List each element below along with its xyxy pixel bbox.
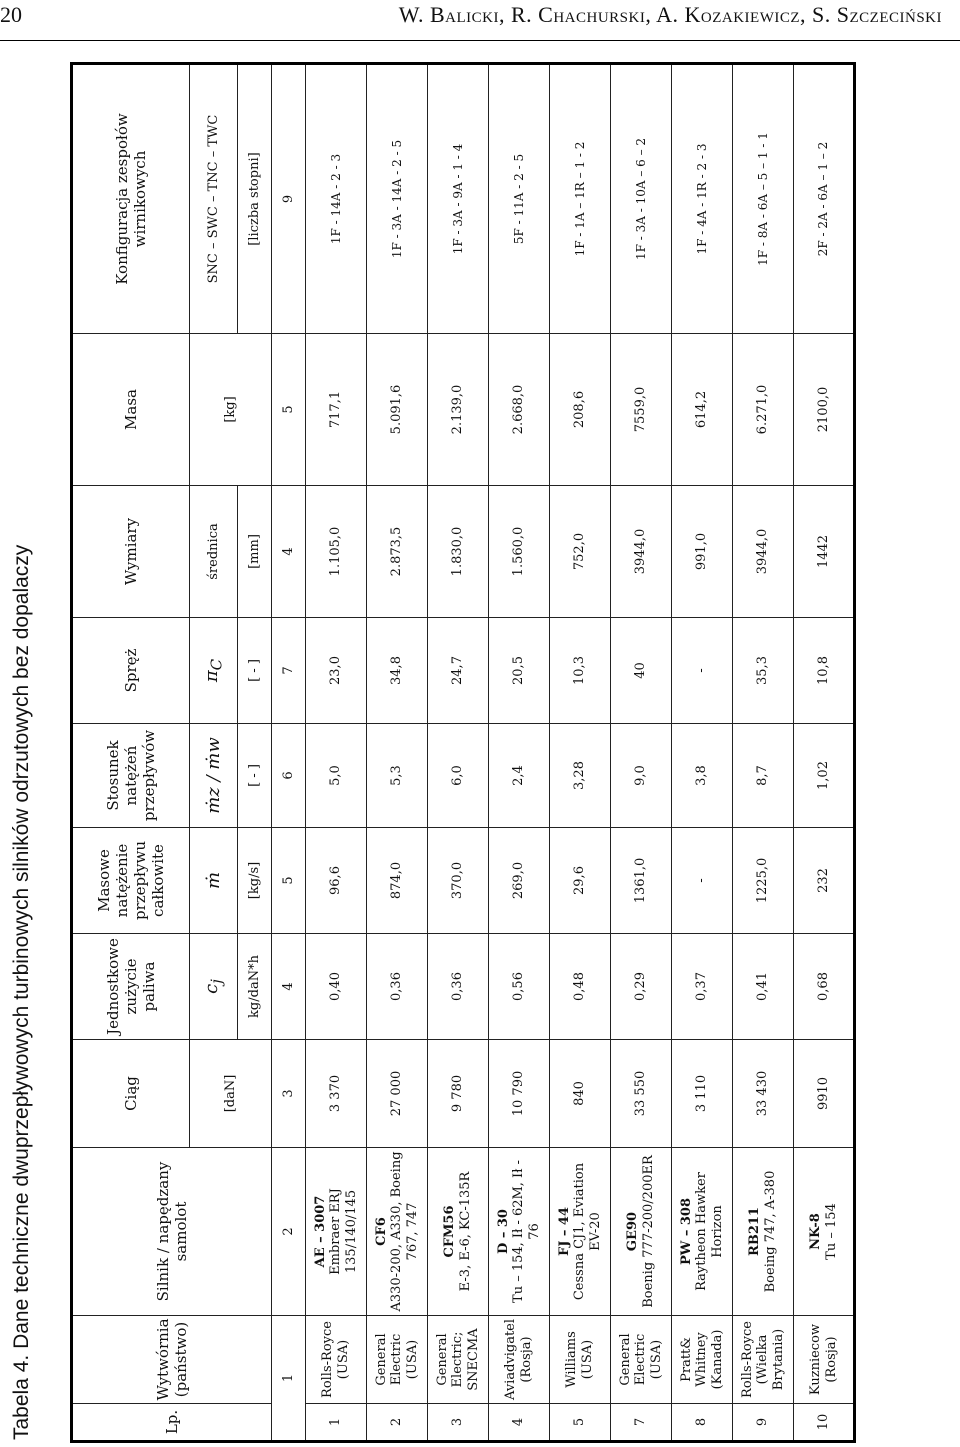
- cell-config: 2F - 2A - 6A – 1 – 2: [794, 64, 855, 334]
- header-manufacturer: Wytwórnia (państwo): [72, 1316, 272, 1404]
- cell-diameter: 1.105,0: [306, 486, 367, 618]
- engine-name: GE90: [625, 1211, 641, 1252]
- cell-manufacturer: General Electric (USA): [367, 1316, 428, 1404]
- cell-thrust: 9 780: [428, 1040, 489, 1148]
- table-body: [306, 64, 855, 1442]
- cell-manufacturer: Kuzniecow (Rosja): [794, 1316, 855, 1404]
- table-row: [428, 64, 489, 1442]
- cell-sfc: 0,36: [367, 934, 428, 1040]
- cell-manufacturer: General Electric; SNECMA: [428, 1316, 489, 1404]
- cell-thrust: 9910: [794, 1040, 855, 1148]
- cell-opr: -: [672, 618, 733, 724]
- engine-name: NK-8: [807, 1213, 823, 1250]
- column-number: 2: [272, 1148, 306, 1316]
- cell-bpr: 1,02: [794, 724, 855, 828]
- table-row: [367, 64, 428, 1442]
- header-mass: Masa: [72, 334, 190, 486]
- header-sfc: Jednostkowe zużycie paliwa: [72, 934, 190, 1040]
- symbol-bpr: ṁz / ṁw: [190, 724, 238, 828]
- cell-lp: 10: [794, 1404, 855, 1442]
- aircraft-name: Embraer ERJ 135/140/145: [328, 1188, 359, 1275]
- cell-opr: 20,5: [489, 618, 550, 724]
- cell-diameter: 991,0: [672, 486, 733, 618]
- header-opr: Spręż: [72, 618, 190, 724]
- cell-config: 1F - 14A - 2 - 3: [306, 64, 367, 334]
- cell-lp: 7: [611, 1404, 672, 1442]
- table-row: [733, 64, 794, 1442]
- cell-sfc: 0,41: [733, 934, 794, 1040]
- cell-lp: 9: [733, 1404, 794, 1442]
- column-number: 4: [272, 934, 306, 1040]
- header-config: Konfiguracja zespołów wirnikowych: [72, 64, 190, 334]
- column-number: 3: [272, 1040, 306, 1148]
- header-lp: Lp.: [72, 1404, 272, 1442]
- table-row: [672, 64, 733, 1442]
- table-container: [70, 65, 855, 1443]
- cell-opr: 35,3: [733, 618, 794, 724]
- cell-lp: 4: [489, 1404, 550, 1442]
- cell-mass: 717,1: [306, 334, 367, 486]
- table-caption: Tabela 4. Dane techniczne dwuprzepływowych turbinowych silników odrzutowych bez dopalaczy: [10, 544, 33, 1440]
- cell-engine: [428, 1148, 489, 1316]
- cell-bpr: 2,4: [489, 724, 550, 828]
- cell-opr: 24,7: [428, 618, 489, 724]
- cell-opr: 10,3: [550, 618, 611, 724]
- cell-lp: 1: [306, 1404, 367, 1442]
- unit-thrust: [daN]: [190, 1040, 272, 1148]
- header-engine: Silnik / napędzany samolot: [72, 1148, 272, 1316]
- table-row: [611, 64, 672, 1442]
- engine-name: FJ – 44: [556, 1206, 572, 1257]
- engine-name: RB211: [747, 1207, 763, 1256]
- column-number: 4: [272, 486, 306, 618]
- column-number: 7: [272, 618, 306, 724]
- cell-lp: 8: [672, 1404, 733, 1442]
- cell-massflow: 370,0: [428, 828, 489, 934]
- cell-massflow: 1225,0: [733, 828, 794, 934]
- engine-name: AE – 3007: [312, 1195, 328, 1268]
- cell-opr: 23,0: [306, 618, 367, 724]
- header-thrust: Ciąg: [72, 1040, 190, 1148]
- cell-thrust: 3 370: [306, 1040, 367, 1148]
- cell-engine: [733, 1148, 794, 1316]
- column-number: 1: [272, 1316, 306, 1442]
- cell-sfc: 0,48: [550, 934, 611, 1040]
- cell-diameter: 752,0: [550, 486, 611, 618]
- cell-bpr: 8,7: [733, 724, 794, 828]
- cell-config: 1F - 3A - 9A - 1 - 4: [428, 64, 489, 334]
- engine-name: D – 30: [495, 1209, 511, 1254]
- cell-opr: 34,8: [367, 618, 428, 724]
- cell-engine: [489, 1148, 550, 1316]
- table-row: [489, 64, 550, 1442]
- cell-mass: 2.139,0: [428, 334, 489, 486]
- cell-manufacturer: Williams (USA): [550, 1316, 611, 1404]
- cell-lp: 3: [428, 1404, 489, 1442]
- cell-diameter: 1442: [794, 486, 855, 618]
- symbol-massflow: ṁ: [190, 828, 238, 934]
- column-number: 6: [272, 724, 306, 828]
- cell-bpr: 5,0: [306, 724, 367, 828]
- cell-massflow: 232: [794, 828, 855, 934]
- cell-engine: [306, 1148, 367, 1316]
- cell-diameter: 1.560,0: [489, 486, 550, 618]
- cell-massflow: 29,6: [550, 828, 611, 934]
- cell-bpr: 3,28: [550, 724, 611, 828]
- engine-data-table: [70, 62, 856, 1443]
- cell-mass: 6.271,0: [733, 334, 794, 486]
- cell-mass: 614,2: [672, 334, 733, 486]
- symbol-opr: $\pi_C$: [190, 618, 238, 724]
- header-massflow: Masowe natężenie przepływu całkowite: [72, 828, 190, 934]
- cell-sfc: 0,36: [428, 934, 489, 1040]
- cell-bpr: 9,0: [611, 724, 672, 828]
- cell-thrust: 840: [550, 1040, 611, 1148]
- cell-bpr: 5,3: [367, 724, 428, 828]
- cell-lp: 2: [367, 1404, 428, 1442]
- unit-bpr: [ - ]: [238, 724, 272, 828]
- cell-thrust: 10 790: [489, 1040, 550, 1148]
- cell-thrust: 27 000: [367, 1040, 428, 1148]
- header-dimensions: Wymiary: [72, 486, 190, 618]
- cell-mass: 7559,0: [611, 334, 672, 486]
- cell-engine: [794, 1148, 855, 1316]
- aircraft-name: Tu – 154: [823, 1203, 839, 1260]
- cell-massflow: 96,6: [306, 828, 367, 934]
- aircraft-name: A330-200, A330, Boeing 767, 747: [389, 1151, 420, 1312]
- cell-config: 1F - 8A - 6A – 5 – 1 - 1: [733, 64, 794, 334]
- table-row: [794, 64, 855, 1442]
- cell-massflow: -: [672, 828, 733, 934]
- column-number: 5: [272, 828, 306, 934]
- cell-engine: [611, 1148, 672, 1316]
- aircraft-name: Boenig 777-200/200ER: [641, 1155, 656, 1308]
- column-number-row: [272, 64, 306, 1442]
- aircraft-name: E-3, E-6, KC-135R: [458, 1171, 473, 1292]
- engine-name: PW – 308: [678, 1197, 694, 1266]
- aircraft-name: Tu – 154, Ił - 62M, Ił - 76: [511, 1160, 542, 1303]
- unit-dimensions: [mm]: [238, 486, 272, 618]
- cell-engine: [367, 1148, 428, 1316]
- column-number: 5: [272, 334, 306, 486]
- cell-diameter: 3944,0: [733, 486, 794, 618]
- engine-name: CFM56: [442, 1205, 458, 1258]
- table-row: [306, 64, 367, 1442]
- cell-manufacturer: Aviadvigatel (Rosja): [489, 1316, 550, 1404]
- cell-thrust: 33 430: [733, 1040, 794, 1148]
- cell-massflow: 269,0: [489, 828, 550, 934]
- table-row: [550, 64, 611, 1442]
- unit-config: [liczba stopni]: [238, 64, 272, 334]
- unit-sfc: kg/daN*h: [238, 934, 272, 1040]
- cell-config: 1F - 1A – 1R – 1 - 2: [550, 64, 611, 334]
- cell-thrust: 3 110: [672, 1040, 733, 1148]
- cell-mass: 2100,0: [794, 334, 855, 486]
- aircraft-name: Boeing 747, A-380: [763, 1170, 778, 1293]
- cell-manufacturer: Rolls-Royce (USA): [306, 1316, 367, 1404]
- cell-sfc: 0,29: [611, 934, 672, 1040]
- cell-config: 1F - 3A - 14A - 2 - 5: [367, 64, 428, 334]
- aircraft-name: Raytheon Hawker Horizon: [694, 1172, 725, 1291]
- cell-sfc: 0,68: [794, 934, 855, 1040]
- cell-manufacturer: Pratt& Whitney (Kanada): [672, 1316, 733, 1404]
- cell-bpr: 6,0: [428, 724, 489, 828]
- page-authors: W. Balicki, R. Chachurski, A. Kozakiewicz, S. Szczeciński: [398, 2, 942, 27]
- cell-engine: [672, 1148, 733, 1316]
- cell-thrust: 33 550: [611, 1040, 672, 1148]
- cell-diameter: 3944,0: [611, 486, 672, 618]
- page-header: [0, 0, 960, 41]
- cell-diameter: 2.873,5: [367, 486, 428, 618]
- cell-manufacturer: General Electric (USA): [611, 1316, 672, 1404]
- cell-opr: 40: [611, 618, 672, 724]
- header-bpr: Stosunek natężeń przepływów: [72, 724, 190, 828]
- cell-engine: [550, 1148, 611, 1316]
- symbol-sfc: $c_j$: [190, 934, 238, 1040]
- cell-sfc: 0,40: [306, 934, 367, 1040]
- cell-config: 1F - 4A - 1R - 2 - 3: [672, 64, 733, 334]
- cell-mass: 5.091,6: [367, 334, 428, 486]
- column-number: 9: [272, 64, 306, 334]
- cell-sfc: 0,37: [672, 934, 733, 1040]
- symbol-dimensions: średnica: [190, 486, 238, 618]
- cell-config: 1F - 3A - 10A – 6 – 2: [611, 64, 672, 334]
- cell-bpr: 3,8: [672, 724, 733, 828]
- aircraft-name: Cessna CJ1, Eviation EV-20: [572, 1162, 603, 1301]
- cell-massflow: 1361,0: [611, 828, 672, 934]
- unit-mass: [kg]: [190, 334, 272, 486]
- cell-mass: 2.668,0: [489, 334, 550, 486]
- cell-opr: 10,8: [794, 618, 855, 724]
- cell-mass: 208,6: [550, 334, 611, 486]
- header-row: [72, 64, 190, 1442]
- page-number: 20: [0, 2, 22, 27]
- cell-massflow: 874,0: [367, 828, 428, 934]
- cell-lp: 5: [550, 1404, 611, 1442]
- cell-diameter: 1.830,0: [428, 486, 489, 618]
- symbol-config: SNC – SWC – TNC – TWC: [190, 64, 238, 334]
- cell-config: 5F - 11A - 2 - 5: [489, 64, 550, 334]
- unit-massflow: [kg/s]: [238, 828, 272, 934]
- cell-sfc: 0,56: [489, 934, 550, 1040]
- cell-manufacturer: Rolls-Royce (Wielka Brytania): [733, 1316, 794, 1404]
- unit-opr: [ - ]: [238, 618, 272, 724]
- engine-name: CF6: [373, 1217, 389, 1246]
